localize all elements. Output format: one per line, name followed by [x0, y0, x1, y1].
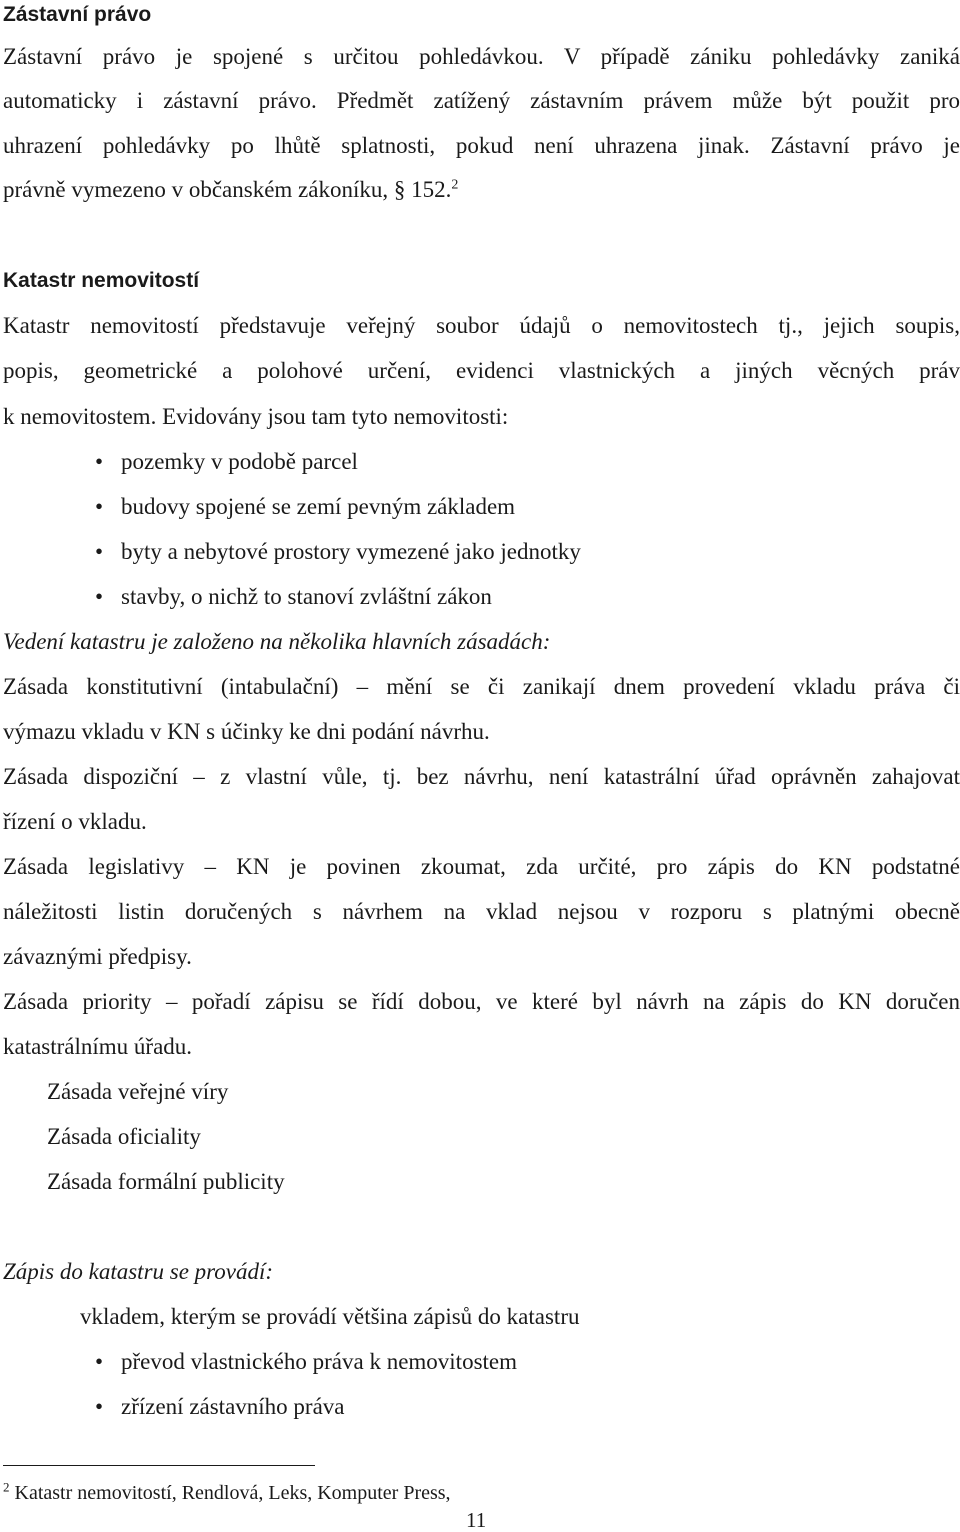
- footnote-reference: 2: [451, 177, 459, 193]
- bullet-icon: •: [94, 539, 104, 564]
- page-number: 11: [466, 1508, 487, 1532]
- principles-intro: Vedení katastru je založeno na několika hlavních zásadách:: [3, 629, 551, 654]
- list-item: budovy spojené se zemí pevným základem: [121, 494, 516, 519]
- bullet-icon: •: [94, 449, 104, 474]
- footnote-number: 2: [3, 1479, 10, 1495]
- footnote-separator: [3, 1465, 315, 1466]
- paragraph-text: právně vymezeno v občanském zákoníku, § 152.: [3, 177, 452, 202]
- footnote-text: Katastr nemovitostí, Rendlová, Leks, Komputer Press,: [14, 1482, 451, 1504]
- zapis-intro: vkladem, kterým se provádí většina zápisů do katastru: [80, 1304, 580, 1329]
- principle-legislativy-cont: závaznými předpisy.: [3, 944, 192, 969]
- list-item: Zásada veřejné víry: [47, 1079, 229, 1104]
- principle-konstitutivni-cont: výmazu vkladu v KN s účinky ke dni podání návrhu.: [3, 719, 490, 744]
- list-item: byty a nebytové prostory vymezené jako jednotky: [121, 539, 581, 564]
- principle-legislativy-cont: náležitosti listin doručených s návrhem na vklad nejsou v rozporu s platnými obecně: [3, 899, 960, 924]
- principle-konstitutivni: Zásada konstitutivní (intabulační) – mění se či zanikají dnem provedení vkladu práva či: [3, 674, 960, 699]
- principle-priority: Zásada priority – pořadí zápisu se řídí dobou, ve které byl návrh na zápis do KN doručen: [3, 989, 960, 1014]
- list-item: zřízení zástavního práva: [121, 1394, 345, 1419]
- list-item: převod vlastnického práva k nemovitostem: [121, 1349, 518, 1374]
- paragraph-line: automaticky i zástavní právo. Předmět zatížený zástavním právem může být použit pro: [3, 88, 960, 113]
- section-heading-zastavni-pravo: Zástavní právo: [3, 3, 152, 26]
- list-item: pozemky v podobě parcel: [121, 449, 358, 474]
- footnote: [3, 1481, 451, 1505]
- section-heading-katastr: Katastr nemovitostí: [3, 269, 200, 292]
- paragraph-line: [3, 175, 960, 205]
- zapis-heading: Zápis do katastru se provádí:: [3, 1259, 274, 1284]
- list-item: Zásada oficiality: [47, 1124, 201, 1149]
- paragraph-line: Katastr nemovitostí představuje veřejný soubor údajů o nemovitostech tj., jejich soupis,: [3, 313, 960, 338]
- bullet-icon: •: [94, 1394, 104, 1419]
- paragraph-line: popis, geometrické a polohové určení, evidenci vlastnických a jiných věcných práv: [3, 358, 960, 383]
- paragraph-line: Zástavní právo je spojené s určitou pohledávkou. V případě zániku pohledávky zaniká: [3, 44, 960, 69]
- bullet-icon: •: [94, 494, 104, 519]
- bullet-icon: •: [94, 1349, 104, 1374]
- list-item: stavby, o nichž to stanoví zvláštní zákon: [121, 584, 492, 609]
- principle-dispozicni-cont: řízení o vkladu.: [3, 809, 147, 834]
- bullet-icon: •: [94, 584, 104, 609]
- principle-priority-cont: katastrálnímu úřadu.: [3, 1034, 193, 1059]
- principle-legislativy: Zásada legislativy – KN je povinen zkoumat, zda určité, pro zápis do KN podstatné: [3, 854, 960, 879]
- paragraph-line: uhrazení pohledávky po lhůtě splatnosti, pokud není uhrazena jinak. Zástavní právo je: [3, 133, 960, 158]
- paragraph-line: k nemovitostem. Evidovány jsou tam tyto nemovitosti:: [3, 404, 509, 429]
- list-item: Zásada formální publicity: [47, 1169, 285, 1194]
- principle-dispozicni: Zásada dispoziční – z vlastní vůle, tj. bez návrhu, není katastrální úřad oprávněn zahajovat: [3, 764, 960, 789]
